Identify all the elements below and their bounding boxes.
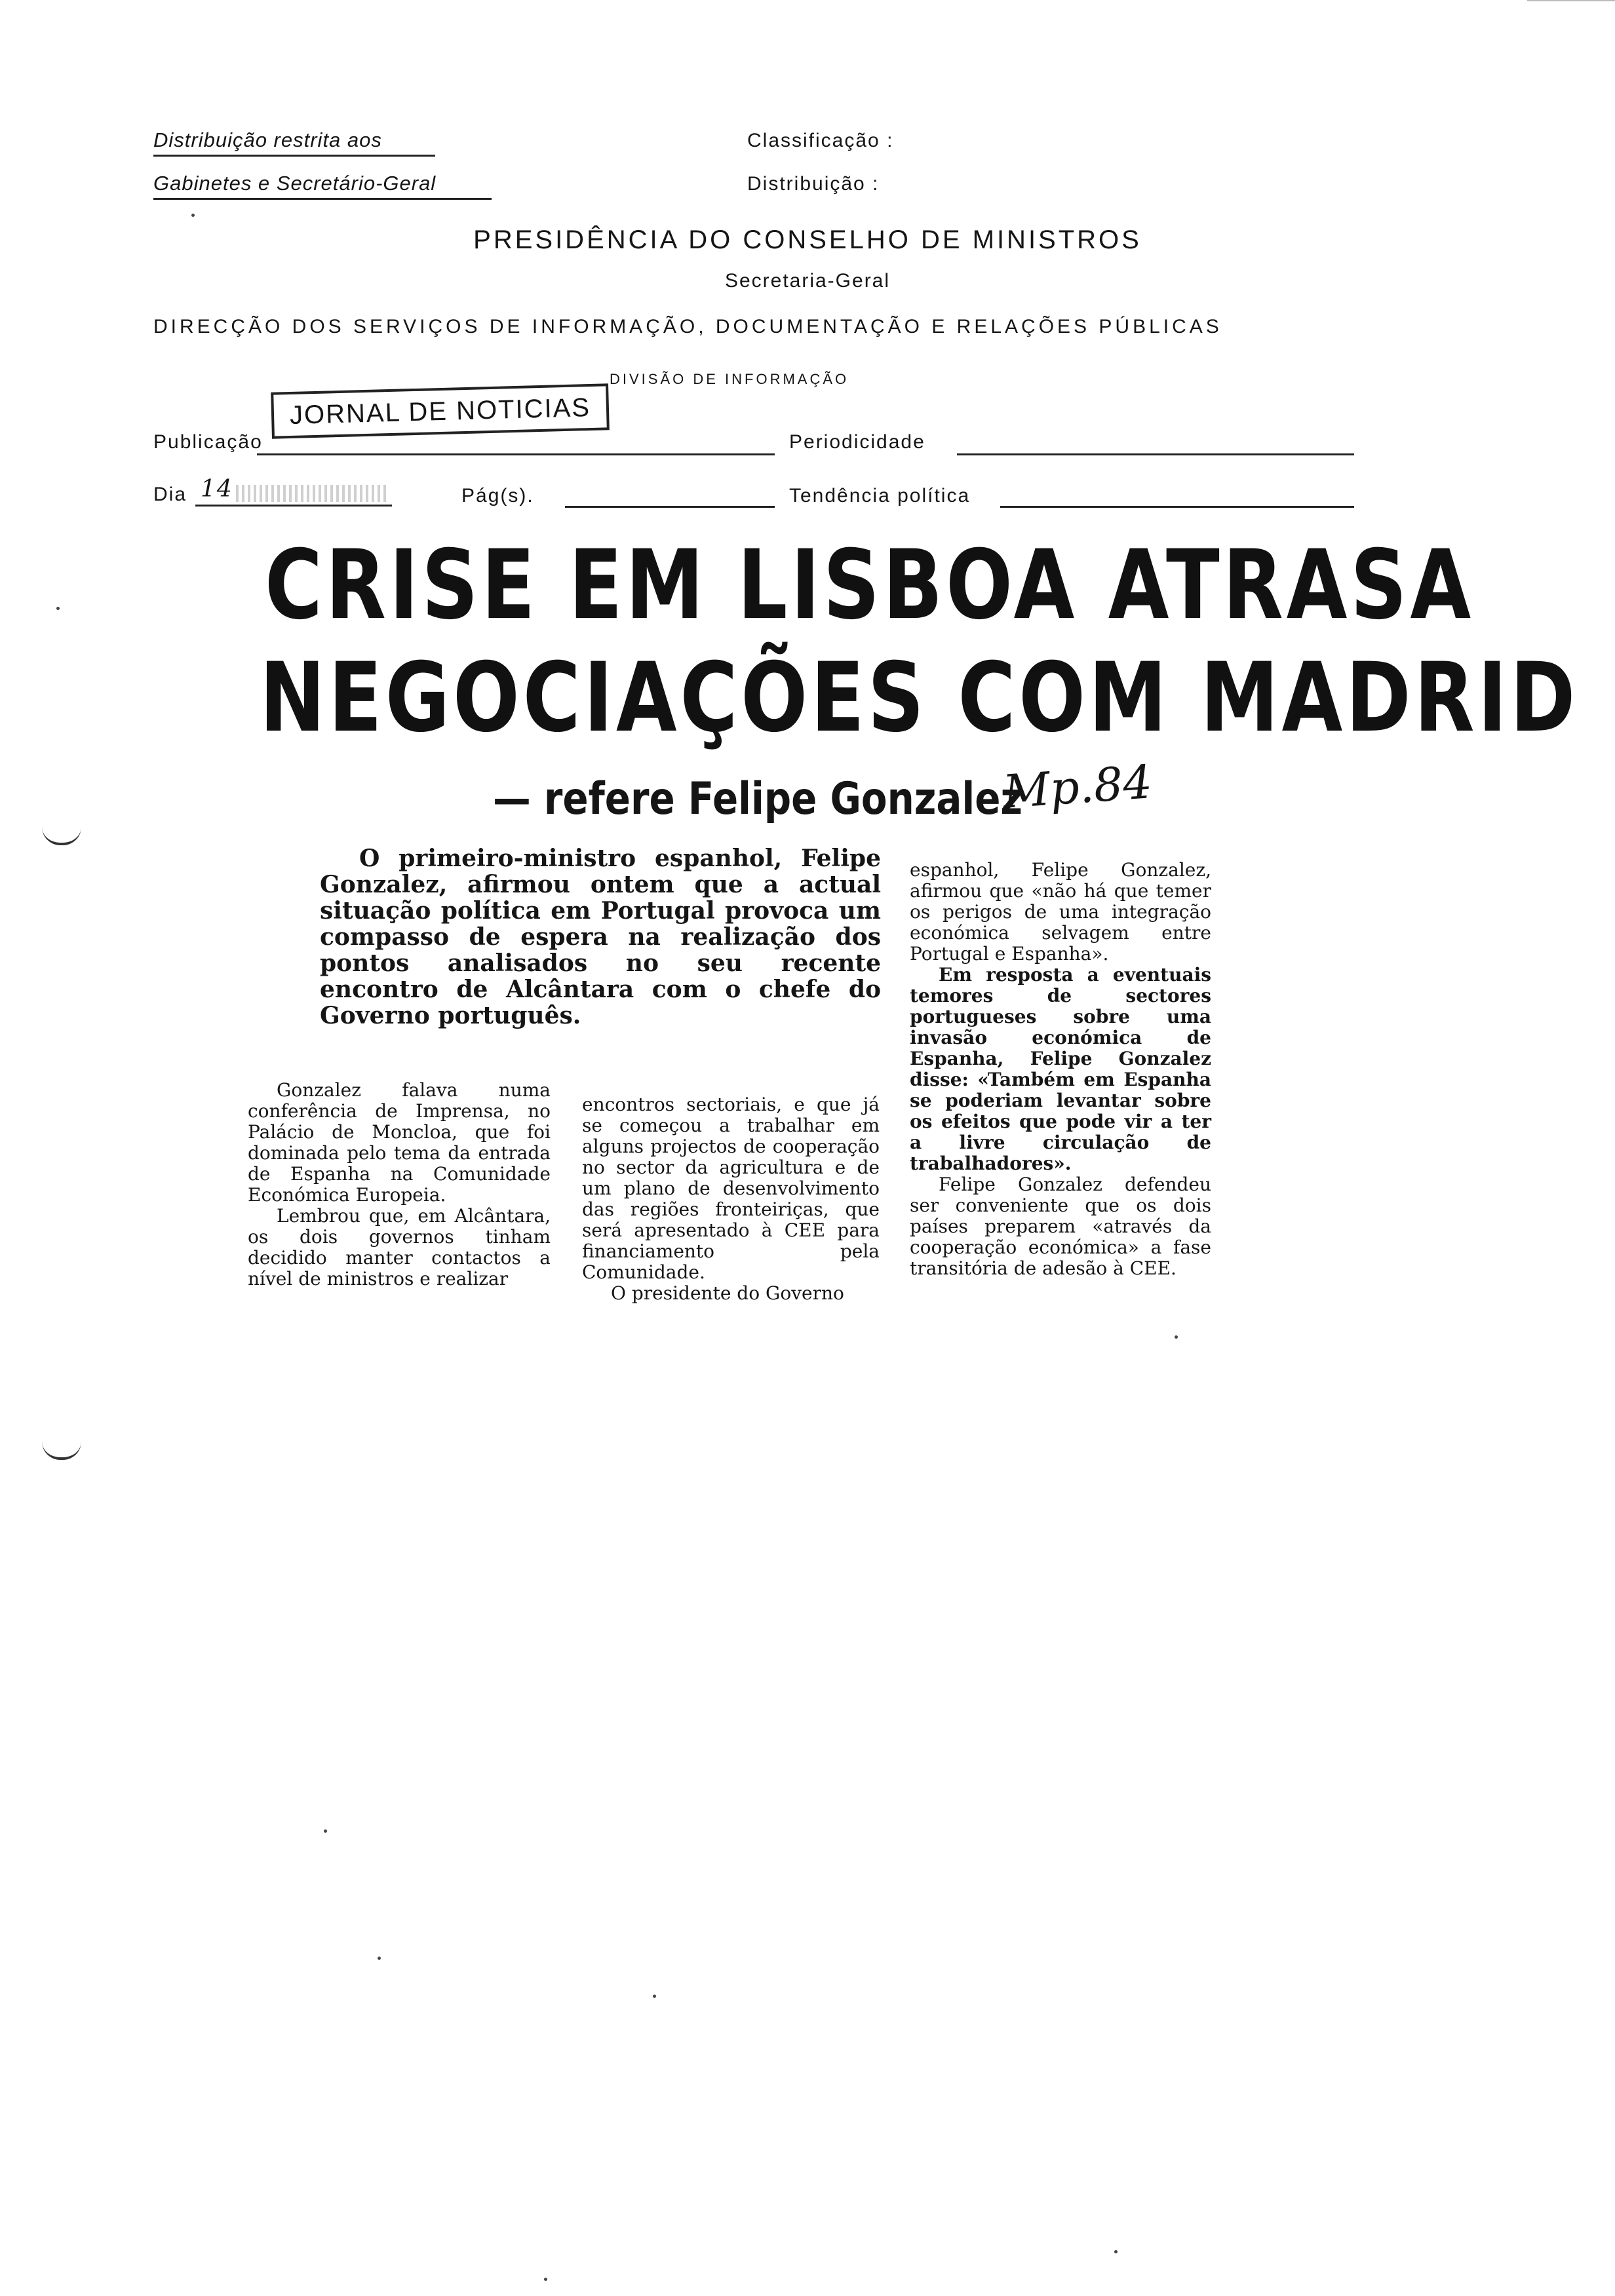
day-value: 14 bbox=[201, 476, 233, 503]
speck bbox=[191, 214, 195, 217]
division-title: DIVISÃO DE INFORMAÇÃO bbox=[610, 371, 849, 387]
speck bbox=[653, 1995, 656, 1998]
periodicity-label: Periodicidade bbox=[789, 431, 925, 453]
distribution-label: Distribuição : bbox=[747, 173, 880, 195]
periodicity-line bbox=[957, 453, 1354, 455]
article-lede: O primeiro-ministro espanhol, Felipe Gonzalez, afirmou ontem que a actual situação política em Portugal provoca um compasso de espera na realização dos pontos analisados no seu recente encontro de Alcântara com o chefe do Governo português. bbox=[320, 845, 881, 1029]
speck bbox=[1114, 2250, 1118, 2253]
col2-paragraph-2: O presidente do Governo bbox=[611, 1282, 844, 1304]
col3-paragraph-2: Em resposta a eventuais temores de sectores portugueses sobre uma invasão económica de Espanha, Felipe Gonzalez disse: «Também em Espanha se poderiam levantar sobre os efeitos que pode vir a ter a livre circulação de trabalhadores». bbox=[910, 964, 1211, 1174]
col1-paragraph-1: Gonzalez falava numa conferência de Imprensa, no Palácio de Moncloa, que foi dominada pelo tema da entrada de Espanha na Comunidade Económica Europeia. bbox=[248, 1079, 551, 1206]
directorate-title: DIRECÇÃO DOS SERVIÇOS DE INFORMAÇÃO, DOCUMENTAÇÃO E RELAÇÕES PÚBLICAS bbox=[153, 316, 1222, 337]
headline-line1: CRISE EM LISBOA ATRASA bbox=[265, 529, 1475, 641]
classification-label: Classificação : bbox=[747, 130, 894, 151]
article-column-3 bbox=[910, 860, 1211, 1279]
publication-label: Publicação bbox=[153, 431, 263, 453]
article-byline: — refere Felipe Gonzalez bbox=[493, 773, 1023, 825]
col3-paragraph-1: espanhol, Felipe Gonzalez, afirmou que «não há que temer os perigos de uma integração económica selvagem entre Portugal e Espanha». bbox=[910, 859, 1211, 965]
headline-line2: NEGOCIAÇÕES COM MADRID bbox=[260, 642, 1579, 754]
article-column-2 bbox=[582, 1094, 880, 1304]
col1-paragraph-2: Lembrou que, em Alcântara, os dois governos tinham decidido manter contactos a nível de ministros e realizar bbox=[248, 1205, 551, 1290]
col2-paragraph-1: encontros sectoriais, e que já se começou a trabalhar em alguns projectos de cooperação no sector da agricultura e de um plano de desenvolvimento das regiões fronteiriças, que será apresentado à CEE para financiamento pela Comunidade. bbox=[582, 1094, 880, 1283]
day-label: Dia bbox=[153, 484, 187, 505]
tendency-label: Tendência política bbox=[789, 485, 971, 507]
distribution-restricted-line1: Distribuição restrita aos bbox=[153, 128, 435, 157]
distribution-restricted-line2: Gabinetes e Secretário-Geral bbox=[153, 172, 492, 200]
margin-mark-top bbox=[42, 827, 81, 845]
day-line bbox=[195, 505, 392, 507]
margin-mark-bottom bbox=[42, 1442, 81, 1460]
pages-line bbox=[565, 506, 775, 508]
presidency-title: PRESIDÊNCIA DO CONSELHO DE MINISTROS bbox=[473, 225, 1142, 254]
speck bbox=[378, 1957, 381, 1960]
tendency-line bbox=[1000, 506, 1354, 508]
speck bbox=[324, 1829, 327, 1833]
corner-scan-line bbox=[1527, 0, 1615, 1]
pages-label: Pág(s). bbox=[461, 485, 534, 507]
speck bbox=[56, 607, 60, 610]
article-column-1 bbox=[248, 1080, 551, 1290]
speck bbox=[544, 2278, 547, 2281]
secretariat-subtitle: Secretaria-Geral bbox=[724, 270, 891, 292]
speck bbox=[1175, 1335, 1178, 1339]
handwritten-note: Mp.84 bbox=[1001, 755, 1154, 819]
publication-line bbox=[257, 453, 775, 455]
day-date-smudge bbox=[236, 485, 387, 502]
publication-stamp: JORNAL DE NOTICIAS bbox=[271, 383, 610, 438]
col3-paragraph-3: Felipe Gonzalez defendeu ser conveniente que os dois países preparem «através da cooperação económica» a fase transitória de adesão à CEE. bbox=[910, 1174, 1211, 1279]
